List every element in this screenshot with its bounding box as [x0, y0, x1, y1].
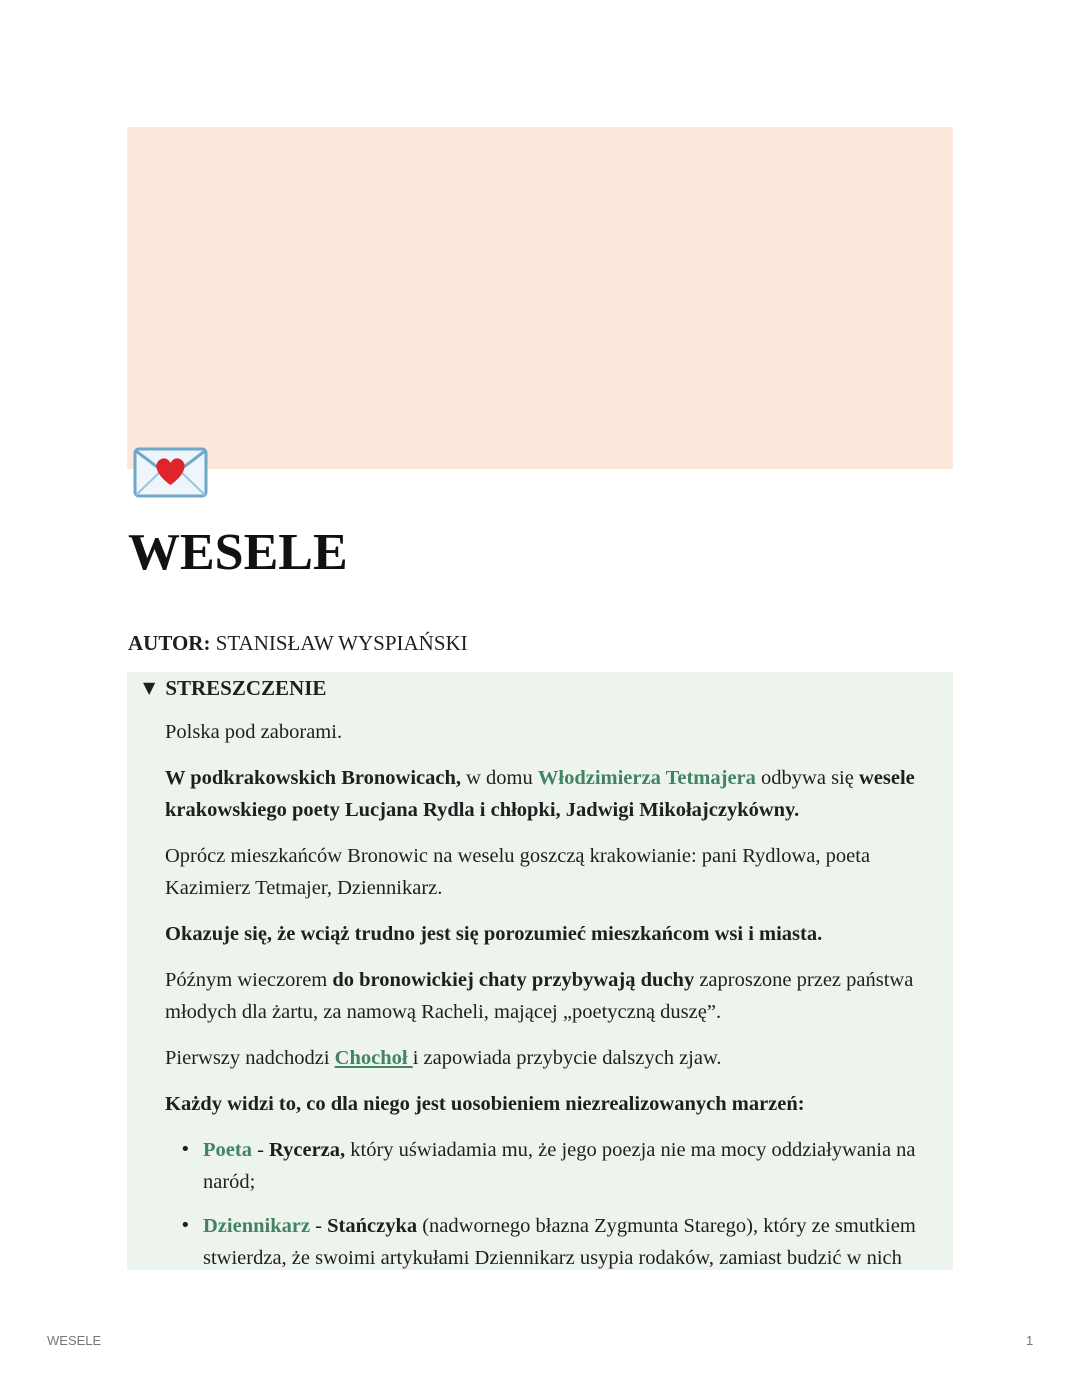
text: i zapowiada przybycie dalszych zjaw. — [412, 1047, 722, 1069]
list-item — [203, 1134, 945, 1198]
text: (nadwornego błazna Zygmunta Starego), który ze smutkiem stwierdza, że swoimi artykułami Dziennikarz usypia rodaków, zamiast budzić w nich — [203, 1215, 916, 1269]
author-label: AUTOR: — [128, 631, 211, 655]
text: Pierwszy nadchodzi — [165, 1047, 335, 1069]
highlight-name: Dziennikarz — [203, 1215, 311, 1237]
cover-image — [127, 127, 953, 469]
text: Późnym wieczorem — [165, 969, 333, 991]
text: - — [310, 1215, 328, 1237]
text: który uświadamia mu, że jego poezja nie ma mocy oddziaływania na naród; — [203, 1139, 916, 1193]
list-item — [203, 1210, 945, 1274]
summary-paragraph — [165, 1088, 945, 1120]
summary-paragraph: Oprócz mieszkańców Bronowic na weselu goszczą krakowianie: pani Rydlowa, poeta Kazimierz Tetmajer, Dziennikarz. — [165, 845, 871, 899]
summary-paragraph — [165, 762, 945, 826]
summary-paragraph — [165, 918, 945, 950]
toggle-header[interactable] — [143, 674, 326, 702]
chochol-link[interactable]: Chochoł — [334, 1047, 413, 1069]
summary-content — [165, 716, 945, 1286]
summary-paragraph — [165, 1042, 945, 1074]
text: w domu — [461, 767, 538, 789]
summary-paragraph: Polska pod zaborami. — [165, 721, 343, 743]
footer-title: WESELE — [47, 1333, 102, 1348]
toggle-label: STRESZCZENIE — [165, 676, 327, 700]
text-bold: do bronowickiej chaty przybywają duchy — [332, 969, 695, 991]
summary-toggle-block — [127, 672, 953, 1270]
text-bold: Każdy widzi to, co dla niego jest uosobieniem niezrealizowanych marzeń: — [165, 1093, 805, 1115]
text-bold: wesele krakowskiego poety Lucjana Rydla i chłopki, Jadwigi Mikołajczykówny. — [165, 767, 915, 821]
text-bold: W podkrakowskich Bronowicach, — [165, 767, 461, 789]
highlight-name: Włodzimierza Tetmajera — [537, 767, 756, 789]
text-bold: Okazuje się, że wciąż trudno jest się porozumieć mieszkańcom wsi i miasta. — [165, 923, 823, 945]
highlight-name: Poeta — [203, 1139, 252, 1161]
text: - — [251, 1139, 270, 1161]
text-bold: Stańczyka — [327, 1215, 418, 1237]
text-bold: Rycerza, — [269, 1139, 346, 1161]
toggle-arrow-icon[interactable]: ▼ — [143, 678, 156, 697]
summary-paragraph — [165, 964, 945, 1028]
page-number: 1 — [1026, 1333, 1034, 1348]
apparitions-list — [165, 1134, 945, 1274]
page-title: WESELE — [128, 524, 348, 581]
love-letter-icon — [133, 447, 208, 498]
author-name: STANISŁAW WYSPIAŃSKI — [215, 631, 468, 655]
text: odbywa się — [755, 767, 859, 789]
text: zaproszone przez państwa młodych dla żartu, za namową Racheli, mającej „poetyczną duszę”. — [165, 969, 914, 1023]
author-line — [128, 629, 468, 657]
